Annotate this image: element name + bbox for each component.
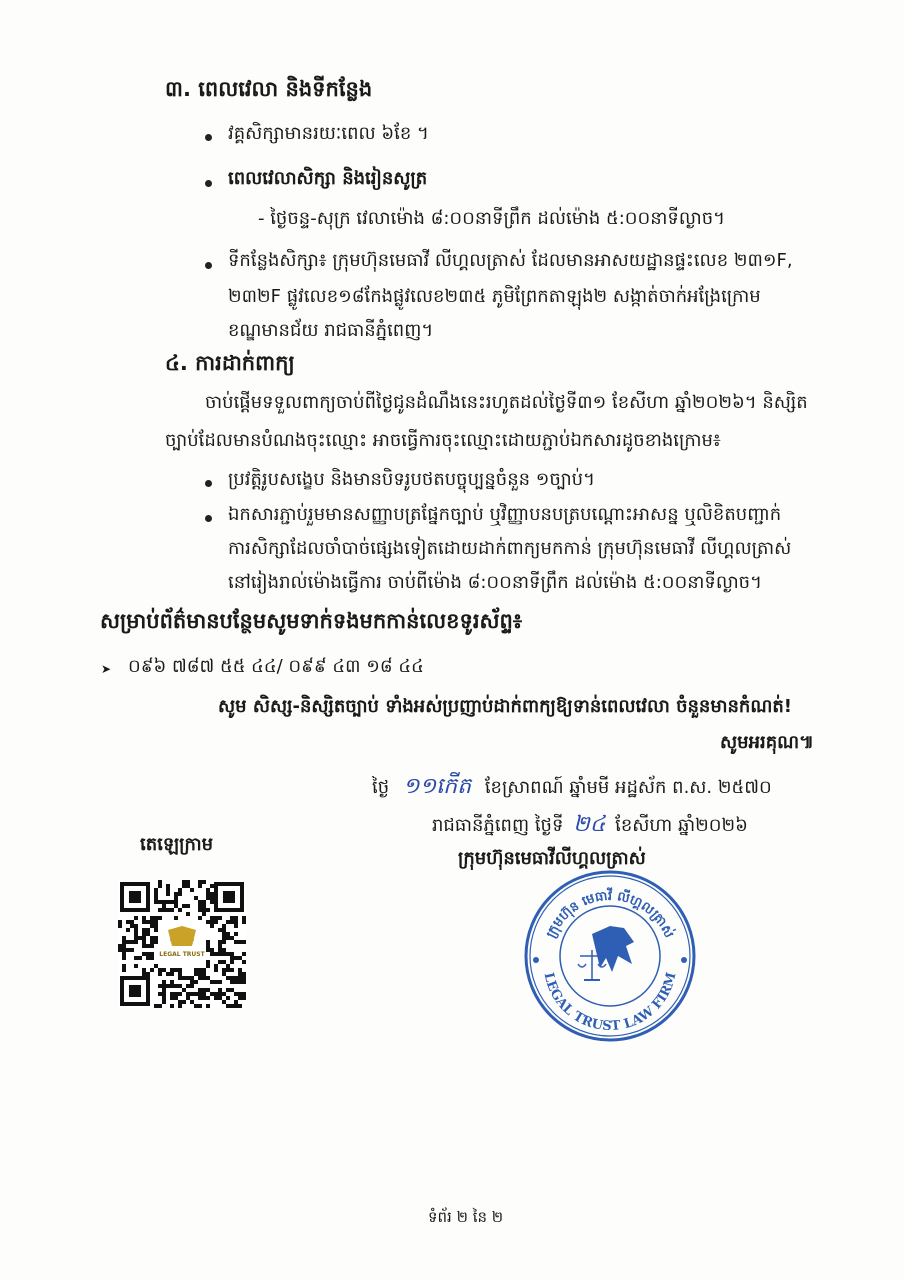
- application-para-line-1: ចាប់ផ្ដើមទទួលពាក្យចាប់ពីថ្ងៃជូនដំណឹងនេះរហូតដល់ថ្ងៃទី៣១ ខែសីហា ឆ្នាំ២០២៦។ និស្សិត: [205, 392, 808, 413]
- solar-date-prefix: រាជធានីភ្នំពេញ ថ្ងៃទី: [432, 815, 564, 836]
- qr-logo-text: LEGAL TRUST: [159, 951, 205, 958]
- lunar-date-rest: ខែស្រាពណ៍ ឆ្នាំមមី អដ្ឋស័ក ព.ស. ២៥៧០: [484, 777, 772, 798]
- section4-heading: ៤. ការដាក់ពាក្យ: [165, 351, 295, 375]
- bullet-dot: [205, 480, 212, 487]
- company-seal: [522, 868, 698, 1044]
- solar-date-handwritten: ២៤: [573, 812, 606, 837]
- solar-date: [432, 810, 748, 842]
- telegram-qr-code[interactable]: [118, 880, 246, 1008]
- required-doc-cv: ប្រវត្តិរូបសង្ខេប និងមានបិទរូបថតបច្ចុប្បន្នចំនួន ១ច្បាប់។: [228, 469, 595, 490]
- bullet-dot: [205, 134, 212, 141]
- phone-numbers: ០៩៦ ៧៨៧ ៥៥ ៤៤/ ០៩៩ ៤៣ ១៨ ៤៤: [128, 656, 424, 677]
- page-number: ទំព័រ ២ នៃ ២: [428, 1208, 504, 1226]
- location-line-1: ទីកន្លែងសិក្សា៖ ក្រុមហ៊ុនមេធាវី លីហ្គលត្រាស់ ដែលមានអាសយដ្ឋានផ្ទះលេខ ២៣១F,: [228, 250, 793, 271]
- bullet-dot: [205, 515, 212, 522]
- thank-you: សូមអរគុណ៕: [720, 732, 815, 753]
- seal-khmer-text: ក្រុមហ៊ុន មេធាវី លីហ្គលត្រាស់: [543, 888, 677, 941]
- study-schedule: - ថ្ងៃចន្ទ-សុក្រ វេលាម៉ោង ៨:០០នាទីព្រឹក ដល់ម៉ោង ៥:០០នាទីល្ងាច។: [258, 208, 725, 229]
- application-para-line-2: ច្បាប់ដែលមានបំណងចុះឈ្មោះ អាចធ្វើការចុះឈ្មោះដោយភ្ជាប់ឯកសារដូចខាងក្រោម៖: [165, 430, 721, 451]
- lunar-date: [372, 772, 772, 804]
- location-line-3: ខណ្ឌមានជ័យ រាជធានីភ្នំពេញ។: [228, 320, 434, 341]
- solar-date-rest: ខែសីហា ឆ្នាំ២០២៦: [615, 815, 748, 836]
- lunar-date-prefix: ថ្ងៃ: [372, 777, 390, 798]
- call-to-apply: សូម សិស្ស-និស្សិតច្បាប់ ទាំងអស់ប្រញាប់ដាក់ពាក្យឱ្យទាន់ពេលវេលា ចំនួនមានកំណត់!: [218, 696, 792, 717]
- contact-heading: សម្រាប់ព័ត៌មានបន្ថែមសូមទាក់ទងមកកាន់លេខទូរស័ព្ទ៖: [100, 609, 523, 633]
- lunar-date-handwritten: ១១កើត: [402, 774, 472, 799]
- location-line-2: ២៣២F ផ្លូវលេខ១៨កែងផ្លូវលេខ២៣៥ ភូមិព្រែកតាឡុង២ សង្កាត់ចាក់អង្រែក្រោម: [228, 286, 761, 307]
- firm-name: ក្រុមហ៊ុនមេធាវីលីហ្គលត្រាស់: [458, 848, 646, 869]
- bullet-dot: [205, 180, 212, 187]
- seal-english-text: LEGAL TRUST LAW FIRM: [540, 970, 680, 1035]
- arrow-right-icon: ➤: [101, 662, 112, 676]
- study-time-heading: ពេលវេលាសិក្សា និងរៀនសូត្រ: [228, 168, 428, 189]
- required-doc-line-3: នៅរៀងរាល់ម៉ោងធ្វើការ ចាប់ពីម៉ោង ៨:០០នាទីព្រឹក ដល់ម៉ោង ៥:០០នាទីល្ងាច។: [228, 572, 762, 593]
- qr-label: តេឡេក្រាម: [140, 834, 214, 855]
- bullet-dot: [205, 262, 212, 269]
- required-doc-line-2: ការសិក្សាដែលចាំបាច់ផ្សេងទៀតដោយដាក់ពាក្យមកកាន់ ក្រុមហ៊ុនមេធាវី លីហ្គលត្រាស់: [228, 538, 792, 559]
- section3-heading: ៣. ពេលវេលា និងទីកន្លែង: [165, 77, 373, 101]
- required-doc-line-1: ឯកសារភ្ជាប់រួមមានសញ្ញាបត្រផ្នែកច្បាប់ ឬវិញ្ញាបនបត្របណ្ដោះអាសន្ន ឬលិខិតបញ្ជាក់: [228, 504, 782, 525]
- course-duration: វគ្គសិក្សាមានរយៈពេល ៦ខែ ។: [228, 123, 429, 144]
